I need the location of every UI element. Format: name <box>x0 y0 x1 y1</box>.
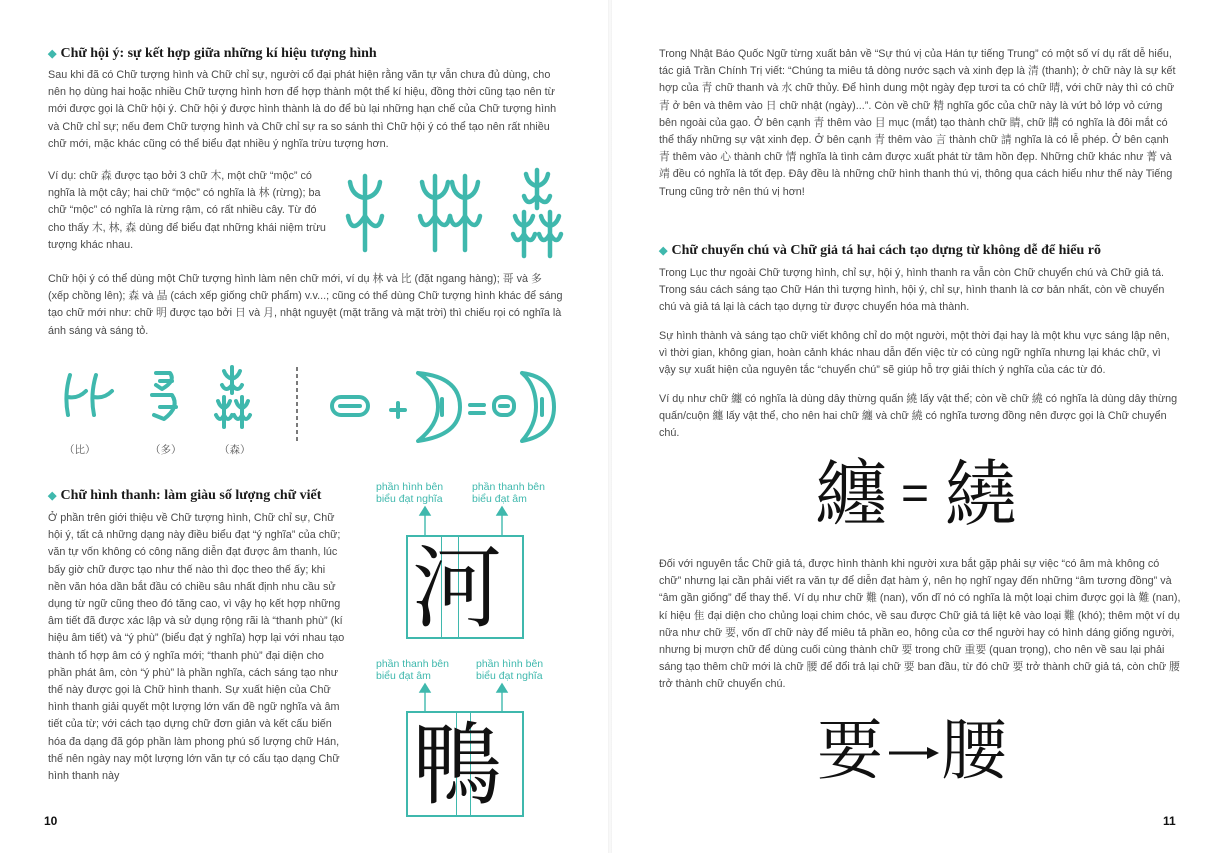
left-page <box>0 0 610 853</box>
paragraph-hinh-thanh: Ở phần trên giới thiệu về Chữ tượng hình, Chữ chỉ sự, Chữ hội ý, tất cả những dạng này điều biểu đạt “ý nghĩa” của chữ; văn tự vốn không có công năng diễn đạt được âm thanh, lúc bấy giờ chữ được tạo như thế nào thì đọc theo thế ấy; khi nền văn hóa dần bắt đầu có chiều sâu nhất định nhu cầu sử dụng từ ngữ cũng theo đó tăng cao, vì vậy họ kết hợp những âm tiết đã được xác lập và sử dụng rộng rãi là “thanh phù” (kí hiệu âm tiết) và “ý phù” (biểu đạt ý nghĩa) hợp lại với nhau tạo thành tổ hợp âm có ý nghĩa mới; “thanh phù” đại diện cho phần phát âm, còn “ý phù” là phần nghĩa, cách sáng tạo như thế này được gọi là Chữ hình thanh. Sự xuất hiện của Chữ hình thanh giải quyết một lượng lớn vấn đề ngữ nghĩa và âm tiết của từ; với cách tạo dựng chữ đơn giản và kết cấu biến hóa đa dạng đã góp phần làm phong phú số lượng chữ Hán, thế nên ngày nay một lượng lớn văn tự có cấu tạo dạng Chữ hình thanh này <box>48 512 345 783</box>
right-arrow-icon <box>889 746 939 760</box>
equal-sign: = <box>901 467 930 520</box>
plus-sign-icon <box>391 403 405 417</box>
right-page <box>611 0 1221 853</box>
label-he-semantic-line1: phần hình bên <box>376 481 444 493</box>
caption-da: （多） <box>150 444 182 456</box>
seal-bi-icon <box>66 375 112 415</box>
heading-chuyen-chu-gia-ta <box>659 243 1101 259</box>
seal-sam-small-icon <box>216 367 250 427</box>
chuyen-chu-equation <box>815 452 1035 542</box>
char-chan: 纏 <box>815 452 888 536</box>
label-ya-semantic-line1: phần hình bên <box>476 658 544 670</box>
char-he: 河 <box>412 536 502 641</box>
char-rao: 繞 <box>945 452 1018 536</box>
seal-moc-icon <box>348 176 382 250</box>
paragraph-hoi-y-intro: Sau khi đã có Chữ tượng hình và Chữ chỉ sự, người cổ đại phát hiện rằng văn tự vẫn chưa đủ dùng, cho nên họ dùng hai hoặc nhiều Chữ tượng hình hơn để hợp thành một thể kí hiệu, đồng thời cũng tạo nên từ mới được gọi là Chữ hội ý. Chữ hội ý được hình thành là do để bù lại những hạn chế của Chữ tượng hình và Chữ chỉ sự; nếu đem Chữ tượng hình và Chữ chỉ sự ra so sánh thì Chữ hội ý có thể tạo nên rất nhiều chữ mới, mặc khác cũng có thể biểu đạt nhiều ý nghĩa trừu tượng hơn. <box>48 69 557 150</box>
gia-ta-arrow-diagram <box>817 712 1037 792</box>
heading-chuyen-chu-gia-ta-text: Chữ chuyển chú và Chữ giả tá hai cách tạo dựng từ không dễ để hiểu rõ <box>671 243 1102 258</box>
paragraph-luc-thu: Trong Lục thư ngoài Chữ tượng hình, chỉ sự, hội ý, hình thanh ra vẫn còn Chữ chuyển chú và Chữ giả tá. Trong sáu cách sáng tạo Chữ Hán thì tượng hình, hội ý, chỉ sự, hình thanh là cơ bản nhất, còn về chuyển chú và giả tá lại là cách tạo dựng từ được chuyển hóa mà thành. <box>659 267 1165 314</box>
char-ya: 鴨 <box>412 713 502 818</box>
seal-ming-icon <box>494 373 554 441</box>
paragraph-moc-example: Ví dụ: chữ 森 được tạo bởi 3 chữ 木, một chữ “mộc” có nghĩa là một cây; hai chữ “mộc” có nghĩa là 林 (rừng); ba chữ “mộc” có nghĩa là rừng rậm, có rất nhiều cây. Từ đó cho thấy 木, 林, 森 dùng để biểu đạt những khái niệm trừu tượng khác nhau. <box>48 170 326 251</box>
seal-lam-icon <box>420 176 480 250</box>
equal-sign-icon <box>470 405 484 413</box>
label-ya-semantic-line2: biểu đạt nghĩa <box>476 670 543 682</box>
seal-moc-lam-sam-illustration <box>340 168 565 258</box>
label-he-phonetic-line2: biểu đạt âm <box>472 493 527 505</box>
seal-da-icon <box>152 373 176 419</box>
paragraph-nhat-bao-quoc-ngu: Trong Nhật Báo Quốc Ngữ từng xuất bản về “Sự thú vị của Hán tự tiếng Trung” có một số ví dụ rất dễ hiểu, tác giả Trần Chính Trị viết: “Chúng ta miêu tả dòng nước sạch và xinh đẹp là 清 (thanh); ở chữ này là sự kết hợp của 青 chữ thanh và 水 chữ thủy. Để hình dung một ngày đẹp tươi ta có chữ 晴, với chữ này thì có chữ 青 ở bên và thêm vào 日 chữ nhật (ngày)...”. Còn về chữ 精 nghĩa gốc của chữ này là vứt bỏ lớp vỏ cứng bên ngoài của gạo. Ở bên cạnh 青 thêm vào 目 mục (mắt) tạo thành chữ 睛, chữ 睛 có nghĩa là đôi mắt có thể thấy những sự vật xinh đẹp. Ở bên cạnh 青 thêm vào 言 thành chữ 請 nghĩa là có lễ phép. Ở bên cạnh 青 thêm vào 心 thành chữ 情 nghĩa là tình cảm được xuất phát từ tâm hồn đẹp. Những chữ khác như 菁 và 靖 đều có nghĩa là tốt đẹp. Đây đều là những chữ hình thanh thú vị, thông qua cách hiểu như thế này Tiếng Trung cũng trở nên thú vị hơn! <box>659 48 1176 198</box>
grid-box-he <box>406 535 524 639</box>
label-ya-phonetic <box>376 658 449 682</box>
grid-box-ya <box>406 711 524 817</box>
paragraph-chuyen-chu-example: Ví dụ như chữ 纏 có nghĩa là dùng dây thừng quấn 繞 lấy vật thể; còn về chữ 繞 có nghĩa là dùng dây thừng quấn/cuộn 纏 lấy vật thể, cho nên hai chữ 纏 và chữ 繞 có nghĩa tương đồng nên được gọi là Chữ chuyển chú. <box>659 393 1178 440</box>
label-he-semantic-line2: biểu đạt nghĩa <box>376 493 443 505</box>
page-number-left: 10 <box>44 814 58 828</box>
seal-compound-illustration <box>60 365 555 445</box>
paragraph-chuyen-chu-origin: Sự hình thành và sáng tạo chữ viết không chỉ do một người, một thời đại hay là một khu vực sáng lập nên, vì thời gian, không gian, hoàn cảnh khác nhau dẫn đến việc từ có cùng ngữ nghĩa nhưng lại khác chữ, vì vậy sự xuất hiện của nguyên tắc “chuyển chú” sẽ giúp hỗ trợ giải thích ý nghĩa của các từ đó. <box>659 330 1170 377</box>
label-ya-semantic <box>476 658 543 682</box>
heading-hinh-thanh <box>48 488 321 504</box>
heading-hoi-y-text: Chữ hội ý: sự kết hợp giữa những kí hiệu tượng hình <box>60 46 377 61</box>
arrows-ya <box>405 683 525 711</box>
paragraph-hoi-y-forms: Chữ hội ý có thể dùng một Chữ tượng hình làm nên chữ mới, ví dụ 林 và 比 (đặt ngang hàng); 哥 và 多 (xếp chồng lên); 森 và 晶 (cách xếp giống chữ phẩm) v.v...; cũng có thể dùng Chữ tượng hình khác để sáng tạo chữ mới như: chữ 明 được tạo bởi 日 và 月, nhật nguyệt (mặt trăng và mặt trời) thì chiếu rọi có nghĩa là ánh sáng và sáng tỏ. <box>48 273 563 337</box>
caption-bi: （比） <box>64 444 96 456</box>
diamond-bullet-icon: ◆ <box>48 490 57 502</box>
page-number-right: 11 <box>1163 814 1176 828</box>
diamond-bullet-icon: ◆ <box>48 48 57 60</box>
label-ya-phonetic-line1: phần thanh bên <box>376 658 449 670</box>
label-he-semantic <box>376 481 443 505</box>
label-he-phonetic-line1: phần thanh bên <box>472 481 545 493</box>
char-yao: 要 <box>817 712 883 789</box>
seal-yue-icon <box>418 373 460 441</box>
char-yao-waist: 腰 <box>941 712 1007 789</box>
paragraph-gia-ta: Đối với nguyên tắc Chữ giả tá, được hình thành khi người xưa bắt gặp phải sự việc “có âm mà không có chữ” nhưng lại cần phải viết ra văn tự để diễn đạt hàm ý, nên họ nghĩ ngay đến những “âm tương đồng” và “âm gần giống” để thay thế. Ví dụ như chữ 難 (nan), vốn dĩ nó có nghĩa là một loại chim được gọi là 難 (nan), kí hiệu 隹 đại diện cho chủng loại chim chóc, về sau được Chữ giả tá liệt kê vào loại 難 (khó); thêm một ví dụ nữa như chữ 要, vốn dĩ chữ này để miêu tả phần eo, hông của cơ thể người hay có hình dáng giống người, nhưng bị mượn chữ để dùng cuối cùng thành chữ 要 trong chữ 重要 (quan trọng), cho nên về sau lại phải sáng tạo thêm chữ mới là chữ 腰 để đổi trả lại chữ 要 ban đầu, từ đó chữ 要 trở thành chữ giả tá, còn chữ 腰 trở thành chữ chuyển chú. <box>659 558 1181 691</box>
label-ya-phonetic-line2: biểu đạt âm <box>376 670 431 682</box>
arrows-he <box>405 506 525 536</box>
seal-sam-icon <box>513 170 561 256</box>
heading-hoi-y <box>48 46 377 62</box>
heading-hinh-thanh-text: Chữ hình thanh: làm giàu số lượng chữ viết <box>60 488 322 503</box>
seal-ri-icon <box>332 397 368 415</box>
caption-sam: （森） <box>219 444 251 456</box>
label-he-phonetic <box>472 481 545 505</box>
diamond-bullet-icon: ◆ <box>659 245 668 257</box>
